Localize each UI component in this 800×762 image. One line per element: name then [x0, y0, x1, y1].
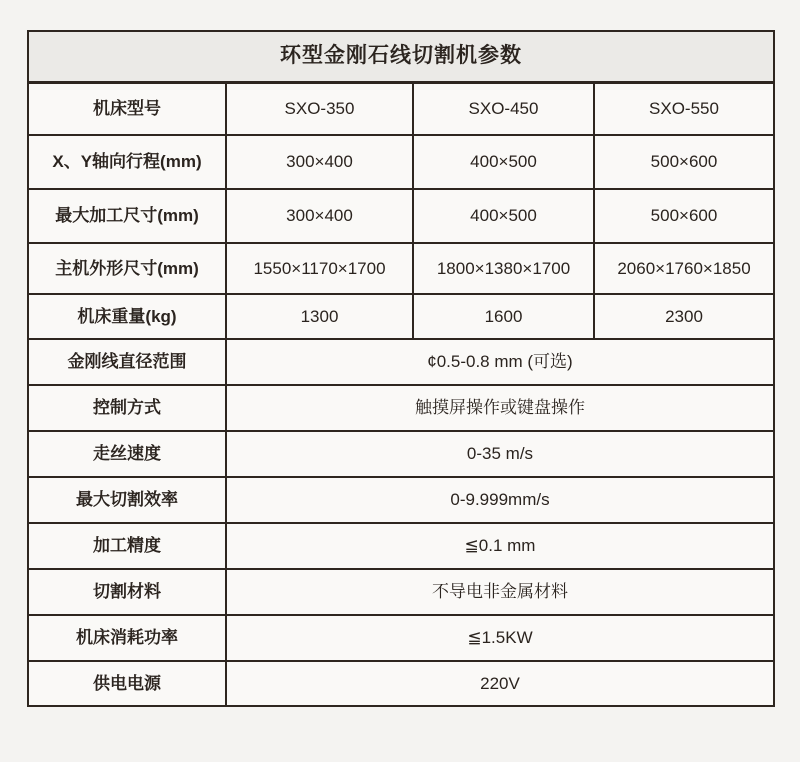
spec-label: 金刚线直径范围	[28, 339, 226, 385]
spec-row-power-supply	[28, 661, 774, 706]
table-title: 环型金刚石线切割机参数	[28, 31, 774, 82]
spec-value: 1800×1380×1700	[413, 243, 594, 294]
spec-label: 机床消耗功率	[28, 615, 226, 661]
model-name: SXO-350	[226, 82, 413, 135]
spec-row-travel	[28, 135, 774, 189]
spec-value: 1300	[226, 294, 413, 339]
spec-value: 500×600	[594, 189, 774, 243]
spec-value: 400×500	[413, 189, 594, 243]
spec-row-weight	[28, 294, 774, 339]
spec-value: 2060×1760×1850	[594, 243, 774, 294]
spec-row-outline-size	[28, 243, 774, 294]
spec-label: 最大切割效率	[28, 477, 226, 523]
spec-label: 最大加工尺寸(mm)	[28, 189, 226, 243]
spec-value: 0-9.999mm/s	[226, 477, 774, 523]
spec-value: ≦1.5KW	[226, 615, 774, 661]
model-header-row	[28, 82, 774, 135]
spec-label: 供电电源	[28, 661, 226, 706]
spec-table	[27, 30, 775, 707]
spec-row-control	[28, 385, 774, 431]
spec-value: 500×600	[594, 135, 774, 189]
spec-label: 切割材料	[28, 569, 226, 615]
spec-value: 2300	[594, 294, 774, 339]
spec-value: ≦0.1 mm	[226, 523, 774, 569]
spec-row-precision	[28, 523, 774, 569]
spec-row-wire-diameter	[28, 339, 774, 385]
model-name: SXO-550	[594, 82, 774, 135]
spec-value: 不导电非金属材料	[226, 569, 774, 615]
title-row	[28, 31, 774, 82]
spec-value: 300×400	[226, 135, 413, 189]
spec-label: 主机外形尺寸(mm)	[28, 243, 226, 294]
spec-label: 走丝速度	[28, 431, 226, 477]
spec-value: 1600	[413, 294, 594, 339]
spec-row-power-consumption	[28, 615, 774, 661]
spec-label: 控制方式	[28, 385, 226, 431]
spec-value: 300×400	[226, 189, 413, 243]
spec-value: 1550×1170×1700	[226, 243, 413, 294]
spec-value: 400×500	[413, 135, 594, 189]
spec-row-cut-efficiency	[28, 477, 774, 523]
model-header-label: 机床型号	[28, 82, 226, 135]
spec-value: 220V	[226, 661, 774, 706]
spec-row-max-size	[28, 189, 774, 243]
model-name: SXO-450	[413, 82, 594, 135]
spec-value: 触摸屏操作或键盘操作	[226, 385, 774, 431]
spec-row-material	[28, 569, 774, 615]
spec-row-wire-speed	[28, 431, 774, 477]
spec-label: X、Y轴向行程(mm)	[28, 135, 226, 189]
spec-value: 0-35 m/s	[226, 431, 774, 477]
spec-label: 加工精度	[28, 523, 226, 569]
spec-value: ¢0.5-0.8 mm (可选)	[226, 339, 774, 385]
spec-label: 机床重量(kg)	[28, 294, 226, 339]
